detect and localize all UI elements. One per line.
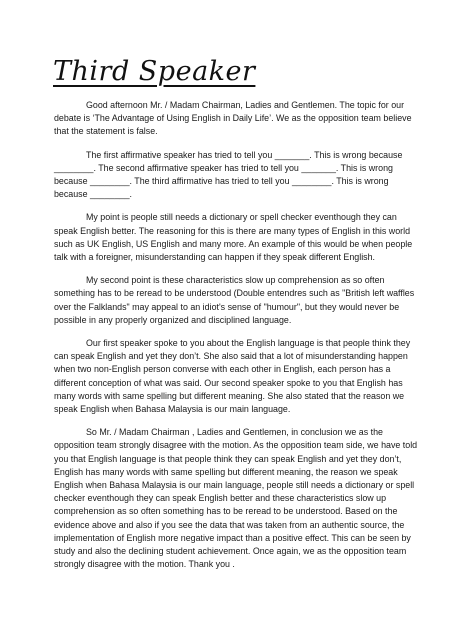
paragraph-conclusion: So Mr. / Madam Chairman , Ladies and Gentlemen, in conclusion we as the opposition team strongly disagree with the motion. As the opposition team side, we have told you that English language is that people think they can speak English and yet they don’t, English has many words with same spelling but different meaning, the reason we speak English when Bahasa Malaysia is our main language, people still needs a dictionary or spell checker eventhough they can speak English better and these characteristics slow up comprehension as so often something has to be reread to be understood. Based on the evidence above and also if you see the data that was taken from an authentic source, the implementation of English more negative impact than a positive effect. This can be seen by study and also the declining student achievement. Once again, we as the opposition team strongly disagree with the motion. Thank you . bbox=[54, 427, 418, 570]
paragraph-second-point: My second point is these characteristics slow up comprehension as so often something has to be reread to be understood (Double entendres such as "British left waffles over the Falklands" may appeal to an idiot's sense of "humour", but they would never be possible in any properly organized and disciplined language. bbox=[54, 275, 415, 325]
paragraph-greeting: Good afternoon Mr. / Madam Chairman, Ladies and Gentlemen. The topic for our debate is ‘The Advantage of Using English in Daily Life’. We as the opposition team believe that the statement is false. bbox=[54, 100, 412, 137]
document-title: Third Speaker bbox=[53, 56, 256, 87]
paragraph-rebuttal: The first affirmative speaker has tried to tell you _______. This is wrong because ________. The second affirmative speaker has tried to tell you _______. This is wrong because ________. The third affirmative has tried to tell you ________. This is wrong because ________. bbox=[54, 149, 403, 200]
document-body bbox=[54, 99, 422, 582]
paragraph-summary: Our first speaker spoke to you about the English language is that people think they can speak English and yet they don’t. She also said that a lot of misunderstanding happen when two non-English person converse with each other in English, each person has a different conception of what was said. Our second speaker spoke to you that English has many words with same spelling but different meaning. She also stated that the reason we speak English when Bahasa Malaysia is our main language. bbox=[54, 338, 411, 415]
paragraph-first-point: My point is people still needs a dictionary or spell checker eventhough they can speak English better. The reasoning for this is there are many types of English in this world such as UK English, US English and many more. An example of this would be when people talk with a foreigner, misunderstanding can happen if they speak different English. bbox=[54, 212, 413, 263]
